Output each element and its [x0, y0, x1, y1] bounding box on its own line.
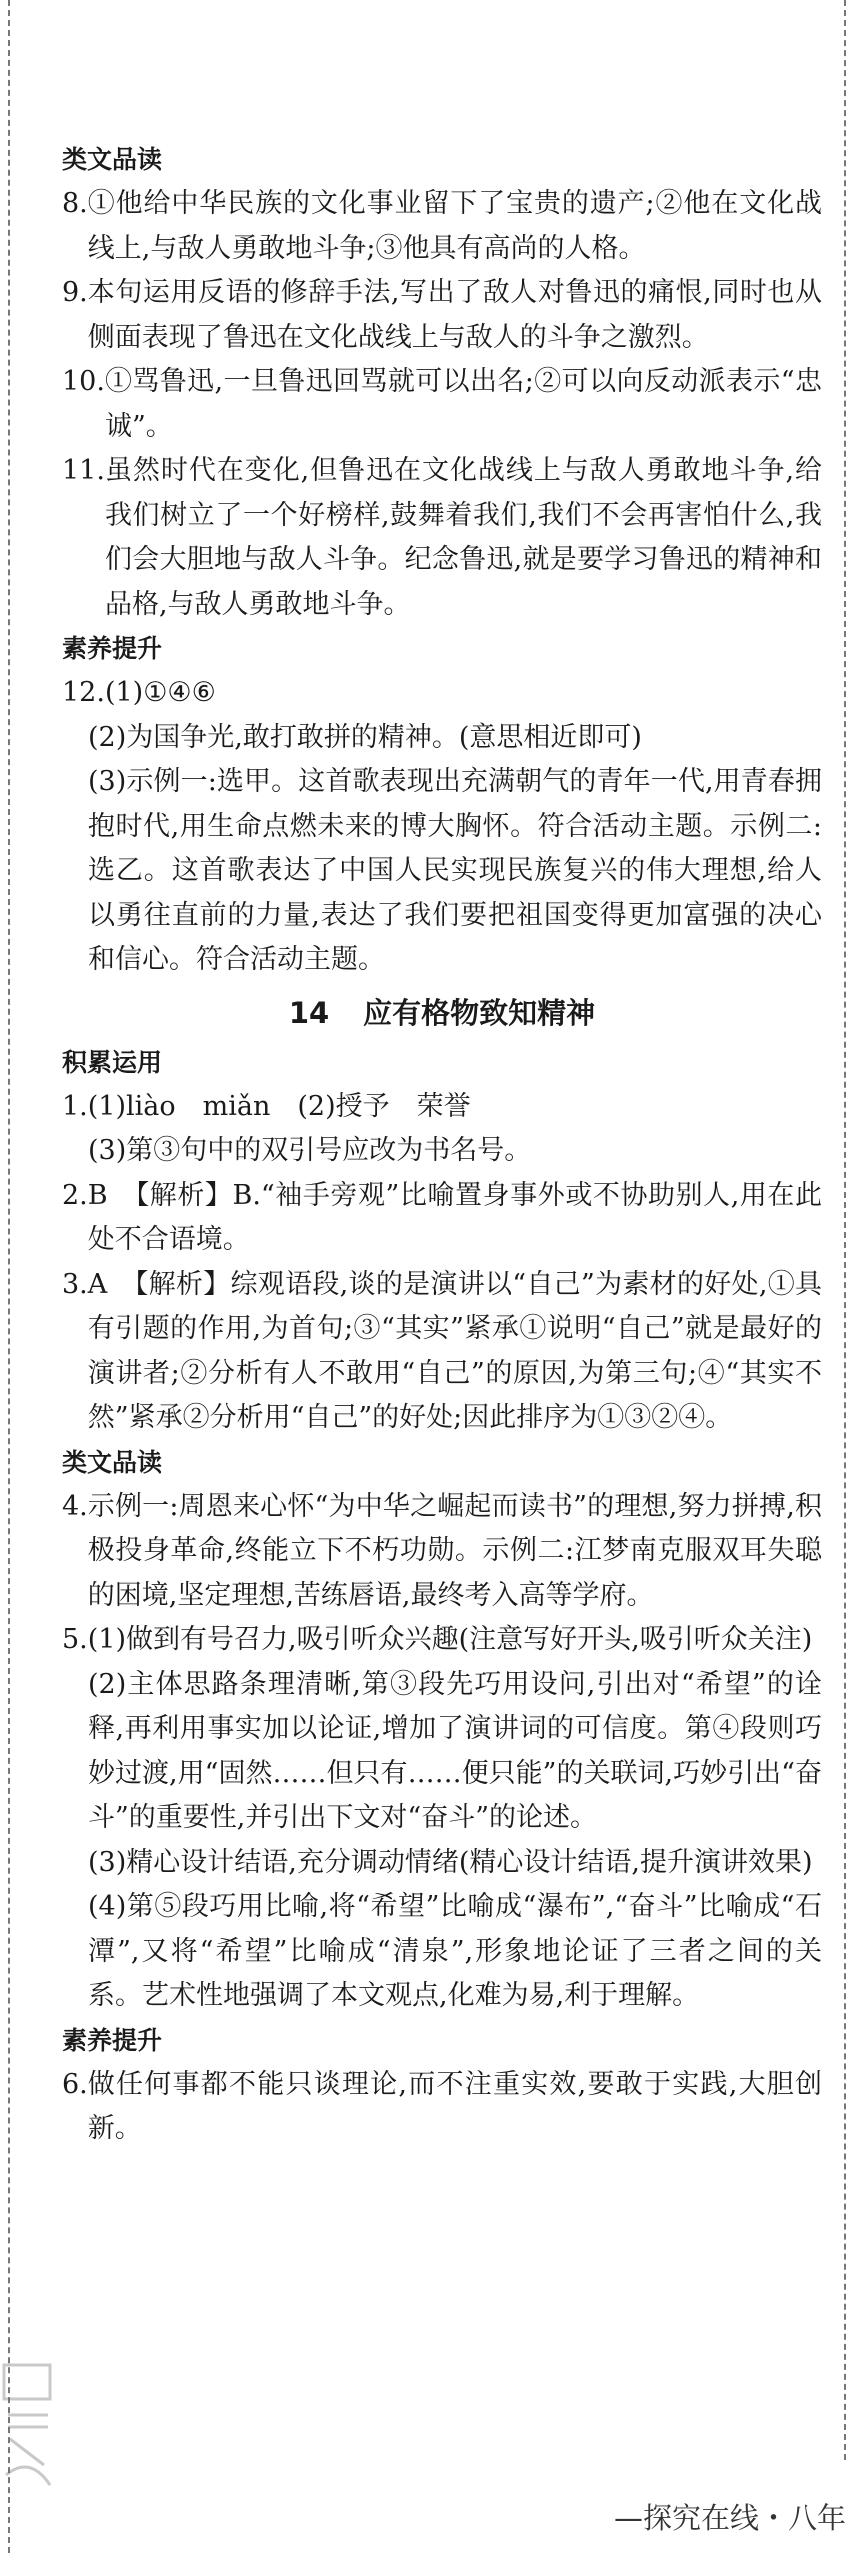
item-number: 1. — [62, 1090, 88, 1122]
item-text: ①骂鲁迅,一旦鲁迅回骂就可以出名;②可以向反动派表示“忠诚”。 — [104, 366, 822, 442]
item-text: (1)liào miǎn (2)授予 荣誉 — [87, 1090, 471, 1122]
section-heading: 素养提升 — [62, 634, 163, 663]
item-text: B 【解析】B.“袖手旁观”比喻置身事外或不协助别人,用在此处不合语境。 — [87, 1179, 822, 1255]
item-number: 4. — [62, 1490, 88, 1522]
item-text: A 【解析】综观语段,谈的是演讲以“自己”为素材的好处,①具有引题的作用,为首句;③“其实”紧承①说明“自己”就是最好的演讲者;②分析有人不敢用“自己”的原因,为第三句;④“其实不然”紧承②分析用“自己”的好处;因此排序为①③②④。 — [87, 1268, 822, 1433]
answer-item-12 — [62, 671, 822, 716]
section-heading: 类文品读 — [62, 145, 163, 174]
chapter-number: 14 — [288, 995, 330, 1030]
answer-item-4 — [62, 1485, 822, 1619]
item-number: 6. — [62, 2068, 88, 2100]
answer-item-10 — [62, 360, 822, 449]
item-number: 10. — [62, 366, 105, 397]
item-text: 做任何事都不能只谈理论,而不注重实效,要敢于实践,大胆创新。 — [87, 2068, 822, 2144]
item-text: 示例一:周恩来心怀“为中华之崛起而读书”的理想,努力拼搏,积极投身革命,终能立下不朽功勋。示例二:江梦南克服双耳失聪的困境,坚定理想,苦练唇语,最终考入高等学府。 — [87, 1490, 822, 1611]
item-subpart: (2)为国争光,敢打敢拼的精神。(意思相近即可) — [88, 721, 642, 753]
answer-item-5 — [62, 1618, 822, 1663]
item-text: (1)做到有号召力,吸引听众兴趣(注意写好开头,吸引听众关注) — [87, 1624, 813, 1655]
answer-item-11 — [62, 449, 822, 627]
answer-item-1 — [62, 1085, 822, 1130]
answer-item-6 — [62, 2063, 822, 2152]
item-text: (1)①④⑥ — [104, 677, 216, 708]
item-number: 5. — [62, 1624, 88, 1655]
item-text: ①他给中华民族的文化事业留下了宝贵的遗产;②他在文化战线上,与敌人勇敢地斗争;③他具有高尚的人格。 — [87, 188, 822, 264]
answer-item-8 — [62, 182, 822, 271]
answer-item-9 — [62, 271, 822, 360]
item-text: 本句运用反语的修辞手法,写出了敌人对鲁迅的痛恨,同时也从侧面表现了鲁迅在文化战线上与敌人的斗争之激烈。 — [87, 277, 822, 353]
section-heading: 积累运用 — [62, 1047, 163, 1077]
item-number: 12. — [62, 677, 105, 708]
chapter-title — [62, 987, 822, 1039]
item-number: 9. — [62, 277, 88, 308]
item-subpart: (2)主体思路条理清晰,第③段先巧用设问,引出对“希望”的诠释,再利用事实加以论证,增加了演讲词的可信度。第④段则巧妙过渡,用“固然……但只有……便只能”的关联词,巧妙引出“奋斗”的重要性,并引出下文对“奋斗”的论述。 — [88, 1668, 822, 1833]
item-subpart: (3)精心设计结语,充分调动情绪(精心设计结语,提升演讲效果) — [88, 1846, 813, 1878]
item-number: 3. — [62, 1268, 88, 1300]
page-footer: —探究在线・八年 — [613, 2501, 846, 2535]
item-number: 2. — [62, 1179, 88, 1211]
item-subpart: (3)第③句中的双引号应改为书名号。 — [88, 1135, 532, 1166]
item-number: 11. — [62, 455, 105, 486]
section-heading: 类文品读 — [62, 1447, 163, 1477]
answer-item-3 — [62, 1263, 822, 1441]
item-number: 8. — [62, 188, 88, 219]
watermark-stamp-icon — [0, 2355, 60, 2505]
answer-content — [62, 138, 822, 2152]
item-subpart: (4)第⑤段巧用比喻,将“希望”比喻成“瀑布”,“奋斗”比喻成“石潭”,又将“希望”比喻成“清泉”,形象地论证了三者之间的关系。艺术性地强调了本文观点,化难为易,利于理解。 — [88, 1891, 822, 2011]
right-binding-line — [844, 0, 846, 2460]
chapter-name: 应有格物致知精神 — [363, 995, 596, 1030]
item-text: 虽然时代在变化,但鲁迅在文化战线上与敌人勇敢地斗争,给我们树立了一个好榜样,鼓舞着我们,我们不会再害怕什么,我们会大胆地与敌人斗争。纪念鲁迅,就是要学习鲁迅的精神和品格,与敌人勇敢地斗争。 — [104, 455, 822, 620]
section-heading: 素养提升 — [62, 2025, 163, 2055]
left-binding-line — [8, 0, 10, 2553]
item-subpart: (3)示例一:选甲。这首歌表现出充满朝气的青年一代,用青春拥抱时代,用生命点燃未来的博大胸怀。符合活动主题。示例二:选乙。这首歌表达了中国人民实现民族复兴的伟大理想,给人以勇往直前的力量,表达了我们要把祖国变得更加富强的决心和信心。符合活动主题。 — [88, 766, 822, 975]
answer-item-2 — [62, 1174, 822, 1263]
